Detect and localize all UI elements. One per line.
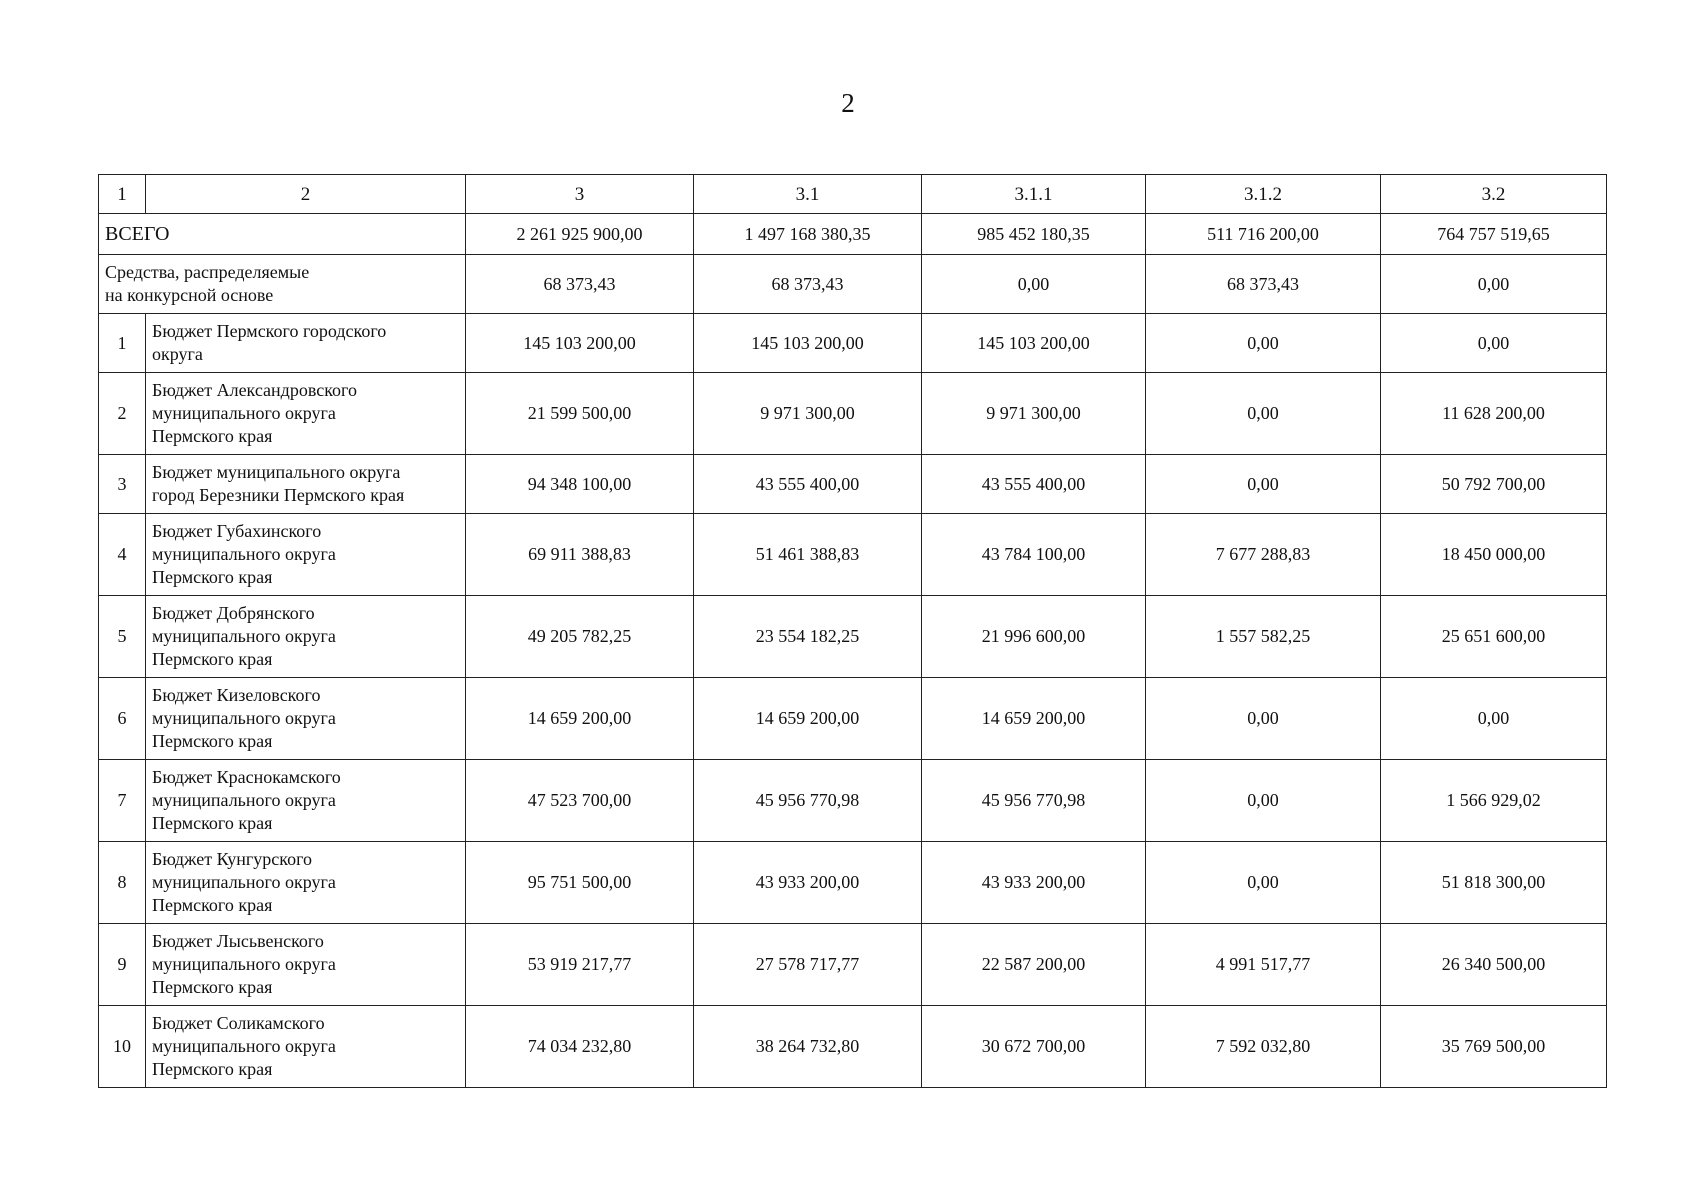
amount-cell: 0,00 bbox=[1146, 842, 1381, 924]
row-number: 6 bbox=[99, 678, 146, 760]
budget-name-line: Бюджет Лысьвенского bbox=[152, 931, 324, 951]
budget-name bbox=[146, 596, 466, 678]
budget-name-line: Бюджет Губахинского bbox=[152, 521, 322, 541]
amount-cell: 0,00 bbox=[1381, 314, 1607, 373]
budget-name-line: Бюджет Пермского городского bbox=[152, 321, 387, 341]
page-number: 2 bbox=[841, 88, 855, 118]
amount-cell: 0,00 bbox=[1146, 455, 1381, 514]
amount-cell: 0,00 bbox=[1146, 314, 1381, 373]
competitive-label-line: на конкурсной основе bbox=[105, 285, 274, 305]
budget-name-line: Пермского края bbox=[152, 895, 273, 915]
budget-name-line: муниципального округа bbox=[152, 403, 336, 423]
header-cell: 2 bbox=[146, 175, 466, 214]
row-number: 4 bbox=[99, 514, 146, 596]
budget-name-line: Бюджет Соликамского bbox=[152, 1013, 325, 1033]
amount-cell: 27 578 717,77 bbox=[694, 924, 922, 1006]
amount-cell: 0,00 bbox=[1146, 678, 1381, 760]
amount-cell: 49 205 782,25 bbox=[466, 596, 694, 678]
amount-cell: 23 554 182,25 bbox=[694, 596, 922, 678]
amount-cell: 9 971 300,00 bbox=[694, 373, 922, 455]
total-value: 985 452 180,35 bbox=[922, 214, 1146, 255]
competitive-value: 68 373,43 bbox=[1146, 255, 1381, 314]
budget-name-line: Пермского края bbox=[152, 813, 273, 833]
budget-name-line: Бюджет Добрянского bbox=[152, 603, 315, 623]
budget-name bbox=[146, 514, 466, 596]
amount-cell: 14 659 200,00 bbox=[694, 678, 922, 760]
amount-cell: 74 034 232,80 bbox=[466, 1006, 694, 1088]
budget-name-line: Пермского края bbox=[152, 731, 273, 751]
budget-name-line: Бюджет муниципального округа bbox=[152, 462, 401, 482]
header-cell: 3.1.1 bbox=[922, 175, 1146, 214]
competitive-value: 0,00 bbox=[1381, 255, 1607, 314]
budget-name bbox=[146, 373, 466, 455]
amount-cell: 0,00 bbox=[1146, 373, 1381, 455]
table-row bbox=[99, 373, 1607, 455]
header-cell: 3.2 bbox=[1381, 175, 1607, 214]
budget-name-line: Пермского края bbox=[152, 567, 273, 587]
amount-cell: 21 599 500,00 bbox=[466, 373, 694, 455]
table-row bbox=[99, 842, 1607, 924]
amount-cell: 0,00 bbox=[1381, 678, 1607, 760]
budget-name-line: муниципального округа bbox=[152, 872, 336, 892]
amount-cell: 11 628 200,00 bbox=[1381, 373, 1607, 455]
amount-cell: 1 566 929,02 bbox=[1381, 760, 1607, 842]
amount-cell: 50 792 700,00 bbox=[1381, 455, 1607, 514]
budget-name-line: Бюджет Краснокамского bbox=[152, 767, 341, 787]
amount-cell: 35 769 500,00 bbox=[1381, 1006, 1607, 1088]
table-row bbox=[99, 596, 1607, 678]
budget-name-line: Пермского края bbox=[152, 426, 273, 446]
competitive-label-line: Средства, распределяемые bbox=[105, 262, 310, 282]
budget-name-line: Бюджет Кизеловского bbox=[152, 685, 321, 705]
budget-name bbox=[146, 842, 466, 924]
amount-cell: 21 996 600,00 bbox=[922, 596, 1146, 678]
budget-name-line: муниципального округа bbox=[152, 626, 336, 646]
competitive-row bbox=[99, 255, 1607, 314]
budget-name bbox=[146, 760, 466, 842]
amount-cell: 4 991 517,77 bbox=[1146, 924, 1381, 1006]
amount-cell: 51 461 388,83 bbox=[694, 514, 922, 596]
budget-table bbox=[98, 174, 1607, 1088]
budget-name-line: Пермского края bbox=[152, 977, 273, 997]
amount-cell: 26 340 500,00 bbox=[1381, 924, 1607, 1006]
competitive-label bbox=[99, 255, 466, 314]
budget-name-line: Пермского края bbox=[152, 649, 273, 669]
table-row bbox=[99, 514, 1607, 596]
budget-name-line: муниципального округа bbox=[152, 708, 336, 728]
amount-cell: 7 592 032,80 bbox=[1146, 1006, 1381, 1088]
amount-cell: 38 264 732,80 bbox=[694, 1006, 922, 1088]
amount-cell: 43 933 200,00 bbox=[694, 842, 922, 924]
amount-cell: 14 659 200,00 bbox=[922, 678, 1146, 760]
amount-cell: 47 523 700,00 bbox=[466, 760, 694, 842]
budget-name-line: Пермского края bbox=[152, 1059, 273, 1079]
amount-cell: 94 348 100,00 bbox=[466, 455, 694, 514]
row-number: 2 bbox=[99, 373, 146, 455]
amount-cell: 69 911 388,83 bbox=[466, 514, 694, 596]
table-row bbox=[99, 678, 1607, 760]
amount-cell: 9 971 300,00 bbox=[922, 373, 1146, 455]
row-number: 5 bbox=[99, 596, 146, 678]
row-number: 7 bbox=[99, 760, 146, 842]
table-body bbox=[99, 175, 1607, 1088]
budget-name bbox=[146, 314, 466, 373]
budget-name bbox=[146, 678, 466, 760]
amount-cell: 145 103 200,00 bbox=[694, 314, 922, 373]
table-row bbox=[99, 760, 1607, 842]
header-cell: 3.1.2 bbox=[1146, 175, 1381, 214]
budget-name-line: округа bbox=[152, 344, 203, 364]
total-value: 764 757 519,65 bbox=[1381, 214, 1607, 255]
amount-cell: 43 784 100,00 bbox=[922, 514, 1146, 596]
table-row bbox=[99, 924, 1607, 1006]
header-cell: 3 bbox=[466, 175, 694, 214]
row-number: 8 bbox=[99, 842, 146, 924]
amount-cell: 30 672 700,00 bbox=[922, 1006, 1146, 1088]
budget-name-line: муниципального округа bbox=[152, 1036, 336, 1056]
amount-cell: 22 587 200,00 bbox=[922, 924, 1146, 1006]
amount-cell: 95 751 500,00 bbox=[466, 842, 694, 924]
amount-cell: 53 919 217,77 bbox=[466, 924, 694, 1006]
row-number: 9 bbox=[99, 924, 146, 1006]
amount-cell: 51 818 300,00 bbox=[1381, 842, 1607, 924]
budget-name-line: муниципального округа bbox=[152, 544, 336, 564]
amount-cell: 45 956 770,98 bbox=[694, 760, 922, 842]
header-cell: 1 bbox=[99, 175, 146, 214]
amount-cell: 45 956 770,98 bbox=[922, 760, 1146, 842]
competitive-value: 0,00 bbox=[922, 255, 1146, 314]
budget-name-line: Бюджет Александровского bbox=[152, 380, 357, 400]
table-row bbox=[99, 455, 1607, 514]
total-value: 511 716 200,00 bbox=[1146, 214, 1381, 255]
budget-name-line: город Березники Пермского края bbox=[152, 485, 405, 505]
amount-cell: 14 659 200,00 bbox=[466, 678, 694, 760]
header-row bbox=[99, 175, 1607, 214]
budget-name-line: Бюджет Кунгурского bbox=[152, 849, 313, 869]
row-number: 3 bbox=[99, 455, 146, 514]
amount-cell: 25 651 600,00 bbox=[1381, 596, 1607, 678]
amount-cell: 0,00 bbox=[1146, 760, 1381, 842]
amount-cell: 7 677 288,83 bbox=[1146, 514, 1381, 596]
competitive-value: 68 373,43 bbox=[694, 255, 922, 314]
amount-cell: 18 450 000,00 bbox=[1381, 514, 1607, 596]
amount-cell: 1 557 582,25 bbox=[1146, 596, 1381, 678]
budget-name-line: муниципального округа bbox=[152, 954, 336, 974]
budget-name-line: муниципального округа bbox=[152, 790, 336, 810]
amount-cell: 145 103 200,00 bbox=[466, 314, 694, 373]
budget-name bbox=[146, 924, 466, 1006]
table-row bbox=[99, 314, 1607, 373]
competitive-value: 68 373,43 bbox=[466, 255, 694, 314]
amount-cell: 43 933 200,00 bbox=[922, 842, 1146, 924]
total-value: 1 497 168 380,35 bbox=[694, 214, 922, 255]
total-value: 2 261 925 900,00 bbox=[466, 214, 694, 255]
header-cell: 3.1 bbox=[694, 175, 922, 214]
amount-cell: 145 103 200,00 bbox=[922, 314, 1146, 373]
amount-cell: 43 555 400,00 bbox=[694, 455, 922, 514]
amount-cell: 43 555 400,00 bbox=[922, 455, 1146, 514]
budget-name bbox=[146, 455, 466, 514]
row-number: 1 bbox=[99, 314, 146, 373]
total-row bbox=[99, 214, 1607, 255]
total-label: ВСЕГО bbox=[99, 214, 466, 255]
row-number: 10 bbox=[99, 1006, 146, 1088]
budget-name bbox=[146, 1006, 466, 1088]
table-row bbox=[99, 1006, 1607, 1088]
